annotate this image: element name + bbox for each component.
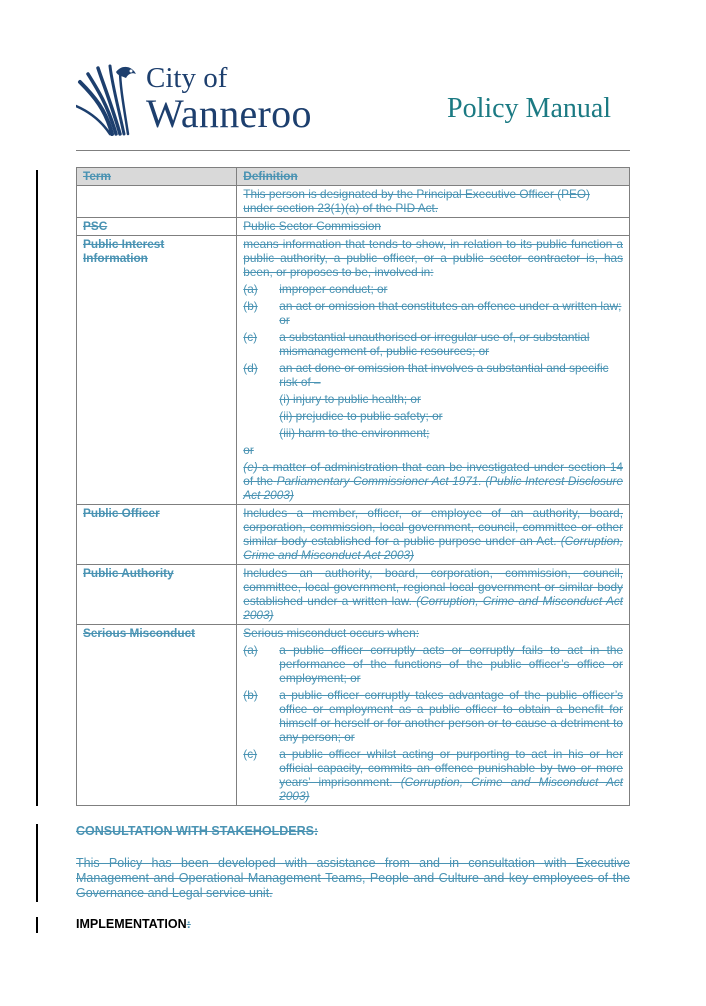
- item-label: (b): [243, 299, 258, 313]
- table-row: [77, 625, 630, 806]
- page-title: Policy Manual: [447, 93, 612, 124]
- item-text: a matter of administration that can be investigated under section 14 of the: [243, 460, 623, 488]
- sub-item: (ii) prejudice to public safety; or: [279, 409, 443, 423]
- item-c-text: a public officer whilst acting or purporting to act in his or her official capacity, commits an offence punishable by two or more years’ imprisonment.: [279, 747, 623, 789]
- citation: (Corruption, Crime and Misconduct Act 2003): [243, 534, 623, 562]
- citation: Parliamentary Commissioner Act 1971. (Public Interest Disclosure Act 2003): [243, 474, 624, 502]
- change-bar: [36, 917, 38, 933]
- term-cell: Serious Misconduct: [77, 625, 237, 806]
- column-header-definition: Definition: [237, 168, 630, 186]
- table-row: [77, 505, 630, 565]
- item-text: an act or omission that constitutes an offence under a written law; or: [279, 299, 622, 327]
- list-item: [243, 330, 623, 358]
- item-label: (a): [243, 282, 258, 296]
- term-cell: [77, 186, 237, 218]
- list-item: [243, 361, 623, 389]
- implementation-heading: [76, 917, 191, 931]
- logo-wanneroo-text: Wanneroo: [146, 91, 312, 136]
- item-label: (e): [243, 460, 258, 474]
- item-label: (c): [243, 747, 258, 761]
- definition-intro: means information that tends to show, in relation to its public function a public authority, a public officer, or a public sector contractor is, has been, or proposes to be, involved in:: [243, 237, 623, 279]
- sub-item: (i) injury to public health; or: [279, 392, 421, 406]
- table-header-row: [77, 168, 630, 186]
- term-cell: Public Authority: [77, 565, 237, 625]
- consultation-heading: CONSULTATION WITH STAKEHOLDERS:: [76, 824, 319, 838]
- citation: (Corruption, Crime and Misconduct Act 2003): [243, 594, 623, 622]
- item-e: [243, 460, 623, 502]
- consultation-body: This Policy has been developed with assistance from and in consultation with Executive Management and Operational Management Teams, People and Culture and key employees of the Governance and Legal service unit.: [76, 856, 630, 900]
- item-text: an act done or omission that involves a substantial and specific risk of –: [279, 361, 609, 389]
- definition-cell: [237, 625, 630, 806]
- item-text: [279, 747, 623, 803]
- definition-cell: [237, 505, 630, 565]
- term-cell: Public Interest Information: [77, 236, 237, 505]
- implementation-heading-text: IMPLEMENTATION: [76, 917, 187, 931]
- definition-cell: Public Sector Commission: [237, 218, 630, 236]
- list-item: [243, 299, 623, 327]
- item-text: a substantial unauthorised or irregular use of, or substantial mismanagement of, public resources; or: [279, 330, 590, 358]
- term-cell: Public Officer: [77, 505, 237, 565]
- item-text: a public officer corruptly acts or corruptly fails to act in the performance of the functions of the public officer’s office or employment; or: [279, 643, 623, 685]
- change-bar: [36, 170, 38, 806]
- logo-city-of-text: City of: [146, 62, 228, 94]
- item-label: (b): [243, 688, 258, 702]
- definition-text: Includes an authority, board, corporation, commission, council, committee, local government, regional local government or similar body established under a written law.: [243, 566, 623, 608]
- column-header-term: Term: [77, 168, 237, 186]
- or-text: or: [243, 443, 254, 457]
- item-label: (a): [243, 643, 258, 657]
- definition-cell: [237, 565, 630, 625]
- definitions-table: [76, 167, 630, 806]
- table-row: [77, 186, 630, 218]
- definition-intro: Serious misconduct occurs when:: [243, 626, 420, 640]
- definition-cell: [237, 236, 630, 505]
- list-item: [243, 282, 623, 296]
- sub-item: (iii) harm to the environment;: [279, 426, 430, 440]
- table-row: [77, 565, 630, 625]
- list-item: [243, 643, 623, 685]
- list-item: [243, 688, 623, 744]
- implementation-colon: :: [186, 917, 191, 931]
- item-text: a public officer corruptly takes advantage of the public officer’s office or employment as a public officer to obtain a benefit for himself or herself or for another person or to cause a detriment to any person; or: [279, 688, 623, 744]
- header-divider: [76, 150, 630, 151]
- definition-text: Includes a member, officer, or employee of an authority, board, corporation, commission, local government, council, committee or other similar body established for a public purpose under an Act.: [243, 506, 623, 548]
- table-row: [77, 218, 630, 236]
- change-bar: [36, 824, 38, 902]
- citation: (Corruption, Crime and Misconduct Act 2003): [279, 775, 624, 803]
- term-cell: PSC: [77, 218, 237, 236]
- item-text: improper conduct; or: [279, 282, 388, 296]
- table-row: [77, 236, 630, 505]
- item-label: (d): [243, 361, 258, 375]
- item-label: (c): [243, 330, 258, 344]
- definition-cell: This person is designated by the Principal Executive Officer (PEO) under section 23(1)(a) of the PID Act.: [237, 186, 630, 218]
- list-item: [243, 747, 623, 803]
